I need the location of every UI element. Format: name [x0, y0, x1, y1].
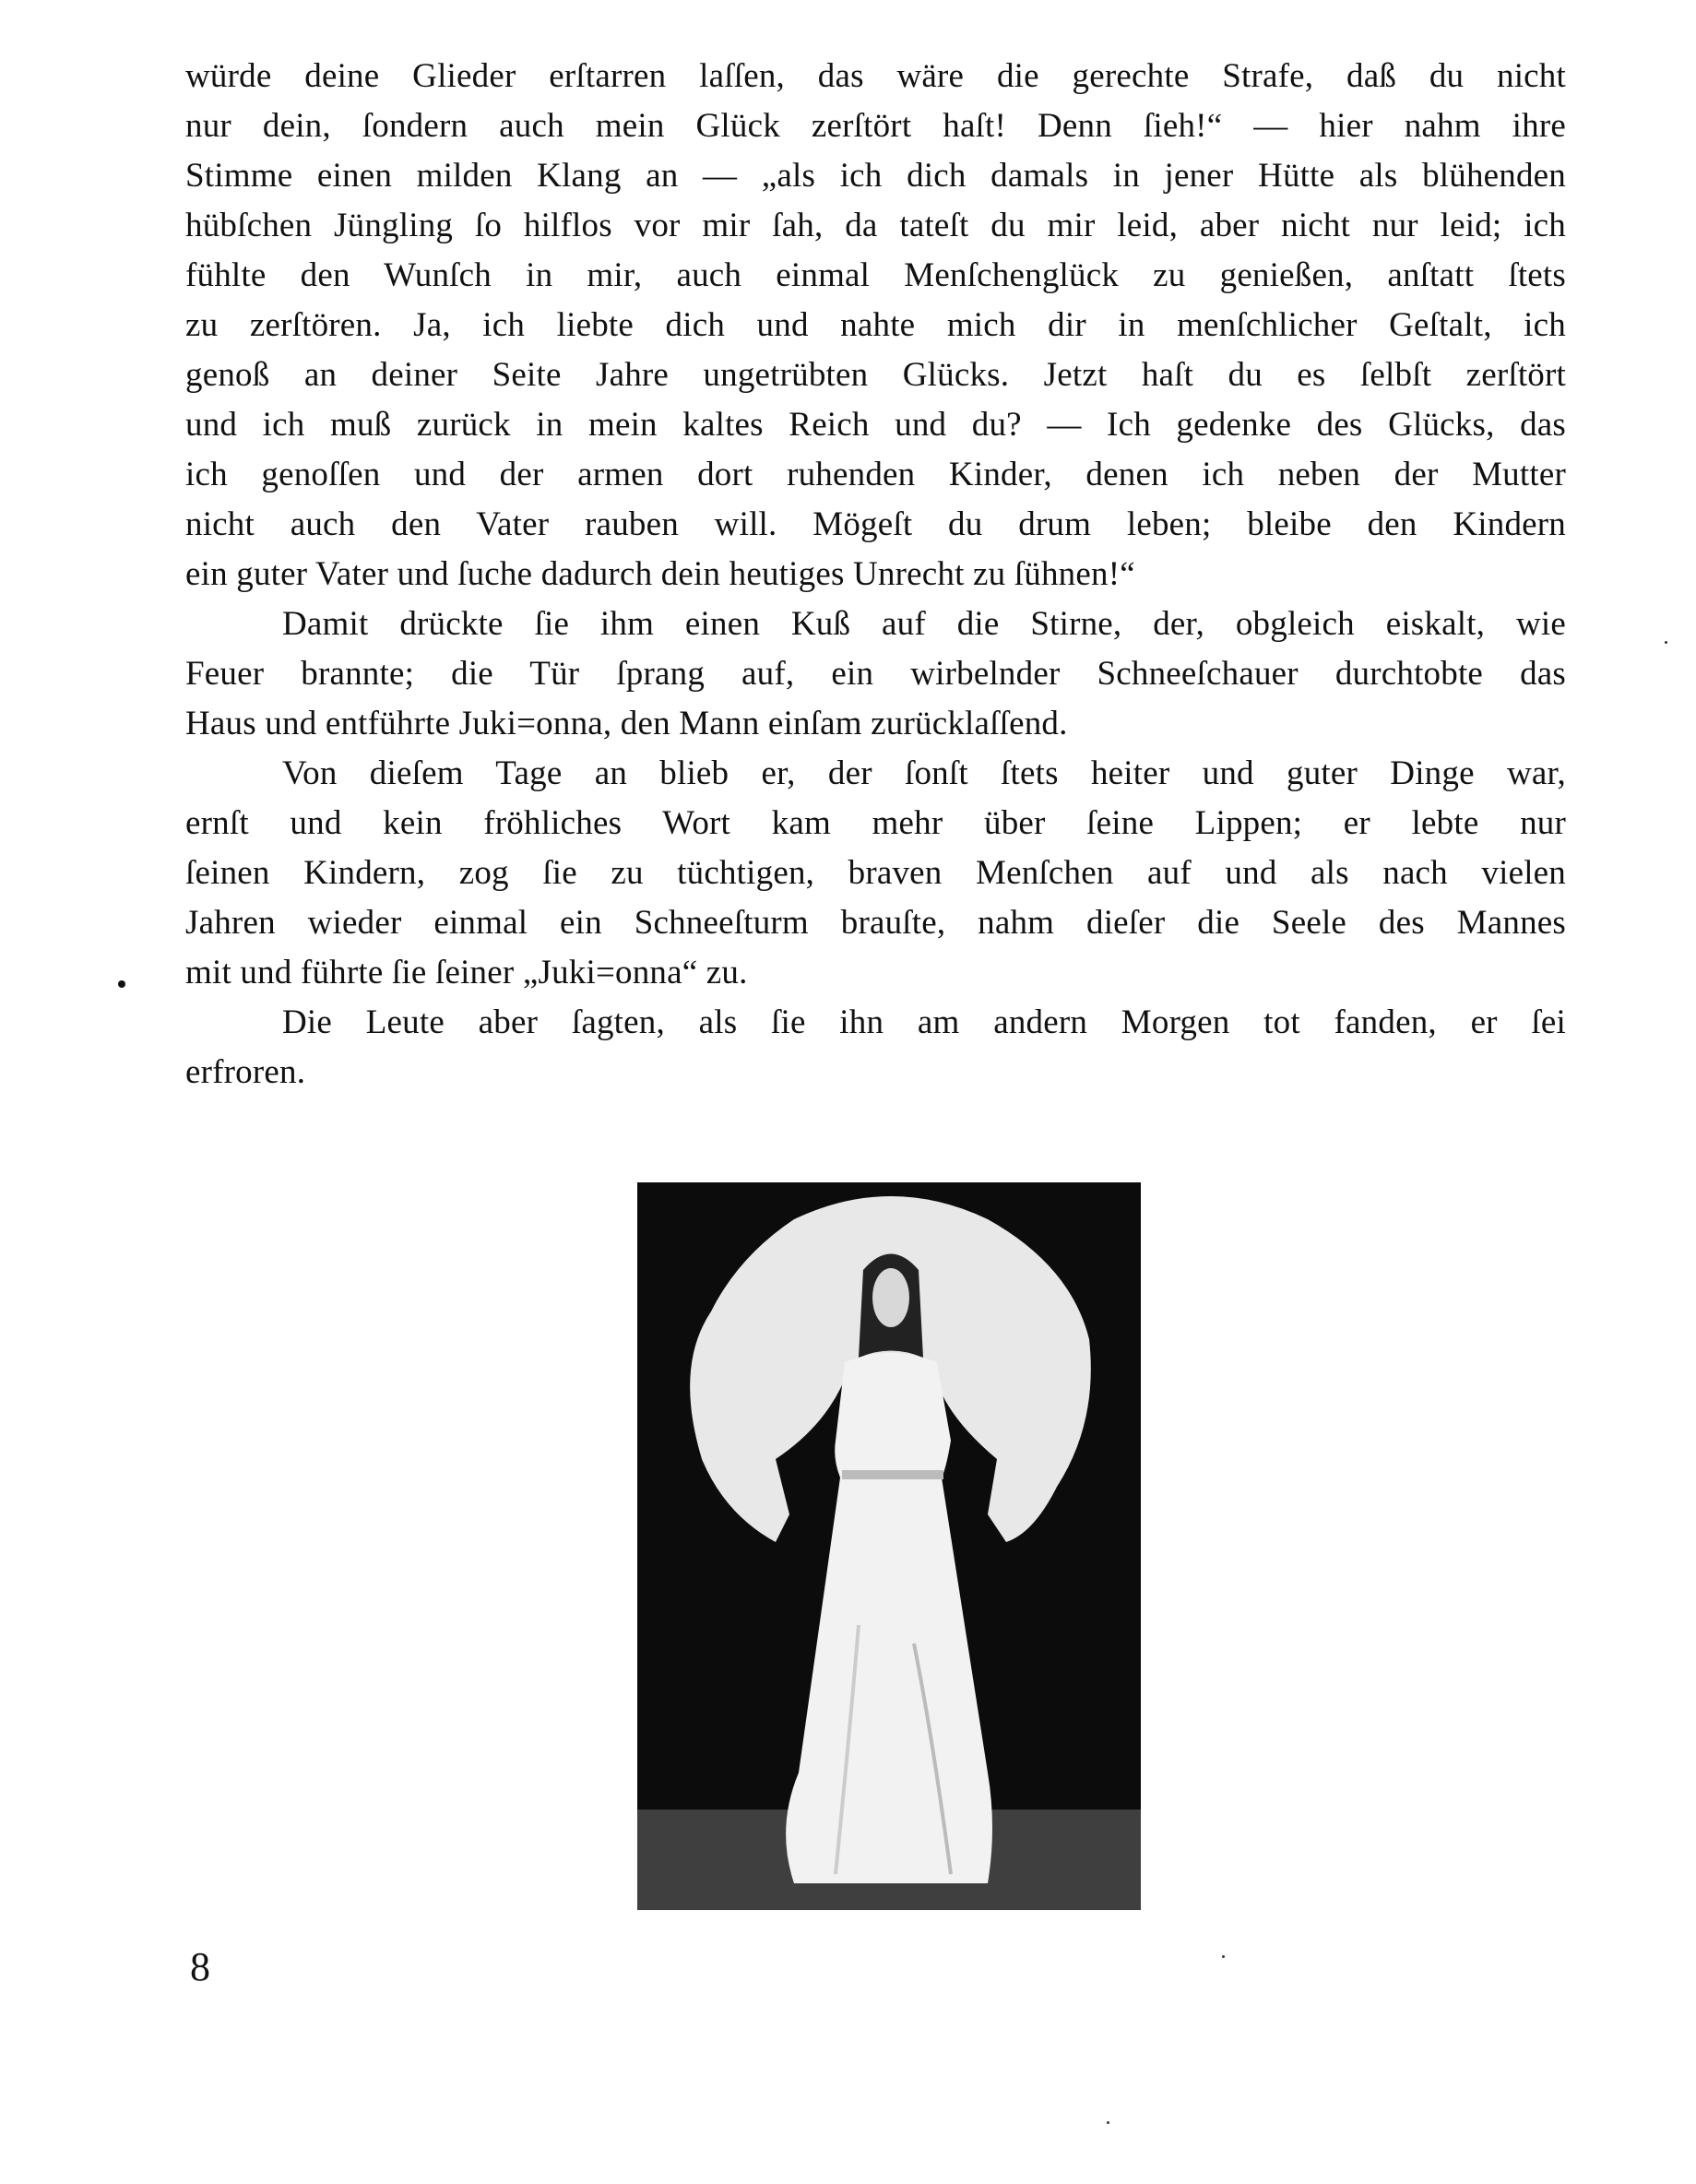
print-speck — [1107, 2121, 1109, 2124]
illustration-figure — [637, 1182, 1141, 1910]
text-line: und ich muß zurück in mein kaltes Reich und du? — Ich gedenke des Glücks, das — [185, 406, 1566, 444]
print-speck — [1665, 641, 1667, 644]
text-line: Feuer brannte; die Tür ſprang auf, ein wirbelnder Schneeſchauer durchtobte das — [185, 655, 1566, 693]
text-line: mit und führte ſie ſeiner „Juki=onna“ zu. — [185, 954, 748, 991]
text-line: nicht auch den Vater rauben will. Mögeſt du drum leben; bleibe den Kindern — [185, 505, 1566, 543]
text-line: fühlte den Wunſch in mir, auch einmal Menſchenglück zu genießen, anſtatt ſtets — [185, 256, 1566, 294]
text-line: würde deine Glieder erſtarren laſſen, das wäre die gerechte Strafe, daß du nicht — [185, 57, 1566, 95]
text-line: Jahren wieder einmal ein Schneeſturm brauſte, nahm dieſer die Seele des Mannes — [185, 904, 1566, 942]
text-line: Von dieſem Tage an blieb er, der ſonſt ſtets heiter und guter Dinge war, — [282, 754, 1566, 792]
text-line: ich genoſſen und der armen dort ruhenden Kinder, denen ich neben der Mutter — [185, 456, 1566, 493]
print-speck — [1222, 1955, 1225, 1958]
text-line: genoß an deiner Seite Jahre ungetrübten Glücks. Jetzt haſt du es ſelbſt zerſtört — [185, 356, 1566, 394]
page-number: 8 — [190, 1944, 210, 1989]
text-line: nur dein, ſondern auch mein Glück zerſtört haſt! Denn ſieh!“ — hier nahm ihre — [185, 107, 1566, 145]
text-line: Stimme einen milden Klang an — „als ich dich damals in jener Hütte als blühenden — [185, 157, 1566, 195]
text-line: zu zerſtören. Ja, ich liebte dich und nahte mich dir in menſchlicher Geſtalt, ich — [185, 306, 1566, 344]
text-line: Die Leute aber ſagten, als ſie ihn am andern Morgen tot fanden, er ſei — [282, 1003, 1566, 1041]
text-line: ſeinen Kindern, zog ſie zu tüchtigen, braven Menſchen auf und als nach vielen — [185, 854, 1566, 892]
text-line: ein guter Vater und ſuche dadurch dein heutiges Unrecht zu ſühnen!“ — [185, 555, 1135, 593]
illustration-woman-in-white-robe — [637, 1182, 1141, 1910]
text-line: erfroren. — [185, 1053, 306, 1091]
body-text — [185, 52, 1566, 1098]
text-line: Haus und entführte Juki=onna, den Mann einſam zurücklaſſend. — [185, 705, 1068, 742]
print-speck — [118, 980, 125, 988]
text-line: Damit drückte ſie ihm einen Kuß auf die Stirne, der, obgleich eiskalt, wie — [282, 605, 1566, 643]
text-line: ernſt und kein fröhliches Wort kam mehr über ſeine Lippen; er lebte nur — [185, 804, 1566, 842]
text-line: hübſchen Jüngling ſo hilflos vor mir ſah, da tateſt du mir leid, aber nicht nur leid; ich — [185, 207, 1566, 244]
